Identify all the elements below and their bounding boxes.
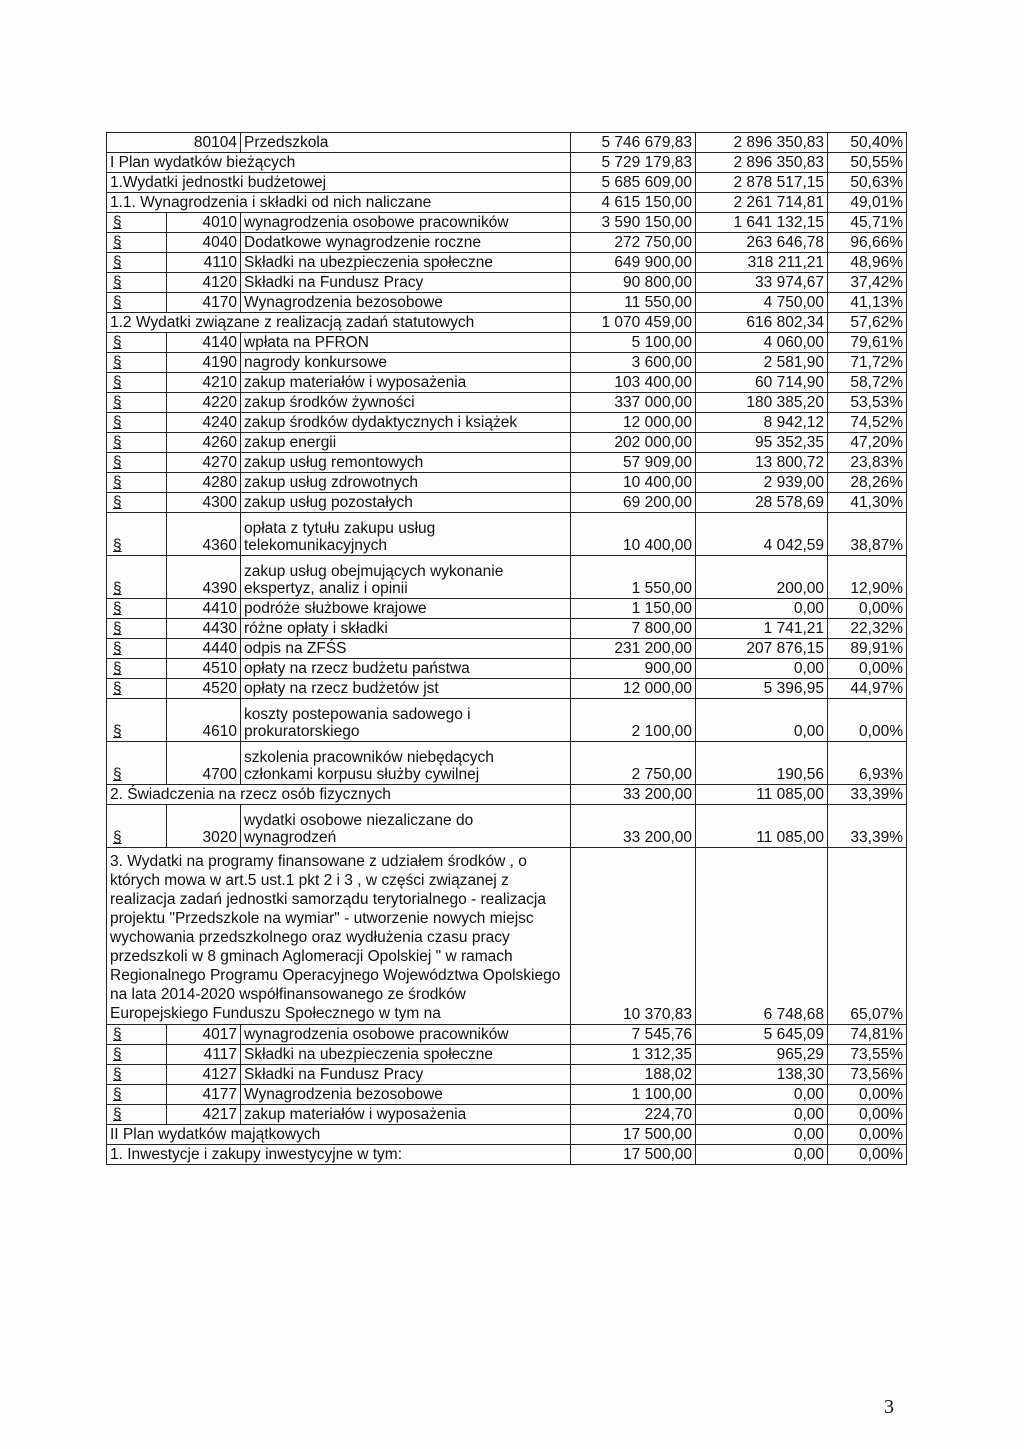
group-label: II Plan wydatków majątkowych [107, 1125, 571, 1145]
percent-value: 50,63% [828, 173, 907, 193]
percent-value: 33,39% [828, 785, 907, 805]
table-row [107, 1045, 907, 1065]
table-row [107, 556, 907, 599]
executed-value: 4 060,00 [696, 333, 828, 353]
executed-value: 0,00 [696, 699, 828, 742]
item-label: Składki na ubezpieczenia społeczne [241, 1045, 571, 1065]
executed-value: 2 939,00 [696, 473, 828, 493]
percent-value: 0,00% [828, 659, 907, 679]
paragraph-code: 4700 [167, 742, 241, 785]
plan-value: 1 100,00 [571, 1085, 696, 1105]
paragraph-code: 4140 [167, 333, 241, 353]
item-label: opłata z tytułu zakupu usług telekomunikacyjnych [241, 513, 571, 556]
table-row [107, 848, 907, 1025]
paragraph-code: 4300 [167, 493, 241, 513]
paragraph-symbol: § [107, 1105, 167, 1125]
table-row [107, 599, 907, 619]
table-row [107, 659, 907, 679]
item-label: opłaty na rzecz budżetów jst [241, 679, 571, 699]
item-label: podróże służbowe krajowe [241, 599, 571, 619]
item-label: zakup usług obejmujących wykonanie ekspertyz, analiz i opinii [241, 556, 571, 599]
percent-value: 41,30% [828, 493, 907, 513]
executed-value: 13 800,72 [696, 453, 828, 473]
percent-value: 41,13% [828, 293, 907, 313]
paragraph-code: 4220 [167, 393, 241, 413]
table-row [107, 639, 907, 659]
paragraph-symbol: § [107, 1025, 167, 1045]
executed-value: 200,00 [696, 556, 828, 599]
executed-value: 138,30 [696, 1065, 828, 1085]
plan-value: 3 590 150,00 [571, 213, 696, 233]
paragraph-symbol: § [107, 233, 167, 253]
plan-value: 11 550,00 [571, 293, 696, 313]
table-row [107, 413, 907, 433]
plan-value: 224,70 [571, 1105, 696, 1125]
paragraph-symbol: § [107, 473, 167, 493]
table-row [107, 473, 907, 493]
paragraph-symbol: § [107, 453, 167, 473]
plan-value: 337 000,00 [571, 393, 696, 413]
percent-value: 0,00% [828, 699, 907, 742]
plan-value: 900,00 [571, 659, 696, 679]
section-exec: 2 896 350,83 [696, 133, 828, 153]
plan-value: 10 370,83 [571, 848, 696, 1025]
plan-value: 33 200,00 [571, 805, 696, 848]
plan-value: 5 100,00 [571, 333, 696, 353]
plan-value: 5 729 179,83 [571, 153, 696, 173]
table-row [107, 679, 907, 699]
item-label: zakup usług remontowych [241, 453, 571, 473]
plan-value: 7 545,76 [571, 1025, 696, 1045]
percent-value: 44,97% [828, 679, 907, 699]
item-label: Składki na ubezpieczenia społeczne [241, 253, 571, 273]
executed-value: 4 750,00 [696, 293, 828, 313]
percent-value: 73,55% [828, 1045, 907, 1065]
table-row [107, 1085, 907, 1105]
table-row [107, 1145, 907, 1165]
percent-value: 12,90% [828, 556, 907, 599]
plan-value: 1 070 459,00 [571, 313, 696, 333]
item-label: szkolenia pracowników niebędących członkami korpusu służby cywilnej [241, 742, 571, 785]
plan-value: 2 750,00 [571, 742, 696, 785]
paragraph-code: 4190 [167, 353, 241, 373]
executed-value: 11 085,00 [696, 805, 828, 848]
percent-value: 50,55% [828, 153, 907, 173]
plan-value: 10 400,00 [571, 513, 696, 556]
executed-value: 207 876,15 [696, 639, 828, 659]
executed-value: 190,56 [696, 742, 828, 785]
executed-value: 28 578,69 [696, 493, 828, 513]
table-row [107, 313, 907, 333]
item-label: koszty postepowania sadowego i prokuratorskiego [241, 699, 571, 742]
paragraph-code: 4280 [167, 473, 241, 493]
paragraph-symbol: § [107, 639, 167, 659]
table-row [107, 273, 907, 293]
executed-value: 318 211,21 [696, 253, 828, 273]
item-label: wynagrodzenia osobowe pracowników [241, 213, 571, 233]
plan-value: 2 100,00 [571, 699, 696, 742]
plan-value: 57 909,00 [571, 453, 696, 473]
item-label: Wynagrodzenia bezosobowe [241, 293, 571, 313]
paragraph-code: 4440 [167, 639, 241, 659]
paragraph-symbol: § [107, 599, 167, 619]
executed-value: 616 802,34 [696, 313, 828, 333]
executed-value: 5 645,09 [696, 1025, 828, 1045]
group-label: 1. Inwestycje i zakupy inwestycyjne w tym: [107, 1145, 571, 1165]
table-row [107, 453, 907, 473]
plan-value: 103 400,00 [571, 373, 696, 393]
percent-value: 47,20% [828, 433, 907, 453]
paragraph-symbol: § [107, 333, 167, 353]
paragraph-symbol: § [107, 556, 167, 599]
percent-value: 74,52% [828, 413, 907, 433]
percent-value: 49,01% [828, 193, 907, 213]
table-row [107, 1125, 907, 1145]
paragraph-symbol: § [107, 413, 167, 433]
group-label: 1.1. Wynagrodzenia i składki od nich naliczane [107, 193, 571, 213]
paragraph-code: 4390 [167, 556, 241, 599]
paragraph-symbol: § [107, 373, 167, 393]
item-label: zakup materiałów i wyposażenia [241, 373, 571, 393]
paragraph-code: 4510 [167, 659, 241, 679]
executed-value: 11 085,00 [696, 785, 828, 805]
plan-value: 272 750,00 [571, 233, 696, 253]
plan-value: 10 400,00 [571, 473, 696, 493]
executed-value: 60 714,90 [696, 373, 828, 393]
item-label: zakup środków dydaktycznych i książek [241, 413, 571, 433]
paragraph-code: 4260 [167, 433, 241, 453]
plan-value: 202 000,00 [571, 433, 696, 453]
table-row [107, 785, 907, 805]
item-label: Wynagrodzenia bezosobowe [241, 1085, 571, 1105]
table-row [107, 1105, 907, 1125]
table-row [107, 513, 907, 556]
paragraph-symbol: § [107, 253, 167, 273]
item-label: zakup usług zdrowotnych [241, 473, 571, 493]
paragraph-symbol: § [107, 1085, 167, 1105]
executed-value: 33 974,67 [696, 273, 828, 293]
paragraph-symbol: § [107, 619, 167, 639]
percent-value: 57,62% [828, 313, 907, 333]
percent-value: 28,26% [828, 473, 907, 493]
percent-value: 79,61% [828, 333, 907, 353]
paragraph-symbol: § [107, 1065, 167, 1085]
percent-value: 58,72% [828, 373, 907, 393]
paragraph-symbol: § [107, 1045, 167, 1065]
table-row [107, 353, 907, 373]
plan-value: 3 600,00 [571, 353, 696, 373]
table-row [107, 213, 907, 233]
percent-value: 74,81% [828, 1025, 907, 1045]
paragraph-symbol: § [107, 679, 167, 699]
paragraph-symbol: § [107, 742, 167, 785]
percent-value: 53,53% [828, 393, 907, 413]
item-label: wydatki osobowe niezaliczane do wynagrodzeń [241, 805, 571, 848]
paragraph-code: 3020 [167, 805, 241, 848]
item-label: zakup usług pozostałych [241, 493, 571, 513]
plan-value: 17 500,00 [571, 1145, 696, 1165]
paragraph-code: 4410 [167, 599, 241, 619]
percent-value: 6,93% [828, 742, 907, 785]
paragraph-code: 4240 [167, 413, 241, 433]
plan-value: 33 200,00 [571, 785, 696, 805]
item-label: różne opłaty i składki [241, 619, 571, 639]
group-label: 2. Świadczenia na rzecz osób fizycznych [107, 785, 571, 805]
executed-value: 6 748,68 [696, 848, 828, 1025]
table-row [107, 173, 907, 193]
table-row [107, 333, 907, 353]
paragraph-symbol: § [107, 805, 167, 848]
plan-value: 69 200,00 [571, 493, 696, 513]
paragraph-code: 4217 [167, 1105, 241, 1125]
percent-value: 0,00% [828, 1145, 907, 1165]
item-label: zakup energii [241, 433, 571, 453]
executed-value: 4 042,59 [696, 513, 828, 556]
item-label: Dodatkowe wynagrodzenie roczne [241, 233, 571, 253]
paragraph-symbol: § [107, 293, 167, 313]
executed-value: 95 352,35 [696, 433, 828, 453]
group-label: 1.Wydatki jednostki budżetowej [107, 173, 571, 193]
percent-value: 71,72% [828, 353, 907, 373]
executed-value: 5 396,95 [696, 679, 828, 699]
table-row [107, 619, 907, 639]
executed-value: 965,29 [696, 1045, 828, 1065]
paragraph-symbol: § [107, 433, 167, 453]
item-label: Składki na Fundusz Pracy [241, 1065, 571, 1085]
percent-value: 0,00% [828, 1125, 907, 1145]
item-label: zakup środków żywności [241, 393, 571, 413]
percent-value: 23,83% [828, 453, 907, 473]
paragraph-code: 4127 [167, 1065, 241, 1085]
executed-value: 2 581,90 [696, 353, 828, 373]
table-row [107, 153, 907, 173]
item-label: wpłata na PFRON [241, 333, 571, 353]
paragraph-symbol: § [107, 493, 167, 513]
plan-value: 1 550,00 [571, 556, 696, 599]
table-row [107, 699, 907, 742]
table-row [107, 293, 907, 313]
executed-value: 0,00 [696, 659, 828, 679]
executed-value: 0,00 [696, 1085, 828, 1105]
paragraph-code: 4360 [167, 513, 241, 556]
table-row [107, 253, 907, 273]
plan-value: 17 500,00 [571, 1125, 696, 1145]
paragraph-code: 4170 [167, 293, 241, 313]
percent-value: 89,91% [828, 639, 907, 659]
executed-value: 0,00 [696, 1105, 828, 1125]
plan-value: 1 312,35 [571, 1045, 696, 1065]
paragraph-symbol: § [107, 273, 167, 293]
section-pct: 50,40% [828, 133, 907, 153]
paragraph-code: 4017 [167, 1025, 241, 1045]
percent-value: 96,66% [828, 233, 907, 253]
percent-value: 48,96% [828, 253, 907, 273]
paragraph-symbol: § [107, 513, 167, 556]
paragraph-symbol: § [107, 659, 167, 679]
executed-value: 2 261 714,81 [696, 193, 828, 213]
executed-value: 2 896 350,83 [696, 153, 828, 173]
executed-value: 8 942,12 [696, 413, 828, 433]
paragraph-code: 4110 [167, 253, 241, 273]
paragraph-code: 4010 [167, 213, 241, 233]
paragraph-code: 4117 [167, 1045, 241, 1065]
item-label: zakup materiałów i wyposażenia [241, 1105, 571, 1125]
table-row [107, 493, 907, 513]
table-row [107, 1065, 907, 1085]
percent-value: 65,07% [828, 848, 907, 1025]
table-row [107, 742, 907, 785]
plan-value: 231 200,00 [571, 639, 696, 659]
paragraph-code: 4520 [167, 679, 241, 699]
plan-value: 649 900,00 [571, 253, 696, 273]
section-code: 80104 [107, 133, 241, 153]
plan-value: 12 000,00 [571, 413, 696, 433]
percent-value: 0,00% [828, 599, 907, 619]
paragraph-code: 4040 [167, 233, 241, 253]
paragraph-code: 4210 [167, 373, 241, 393]
paragraph-code: 4610 [167, 699, 241, 742]
table-row [107, 393, 907, 413]
paragraph-code: 4270 [167, 453, 241, 473]
executed-value: 263 646,78 [696, 233, 828, 253]
paragraph-symbol: § [107, 353, 167, 373]
paragraph-symbol: § [107, 213, 167, 233]
section-name: Przedszkola [241, 133, 571, 153]
section-plan: 5 746 679,83 [571, 133, 696, 153]
item-label: Składki na Fundusz Pracy [241, 273, 571, 293]
program-description: 3. Wydatki na programy finansowane z udziałem środków , o których mowa w art.5 ust.1 pkt 2 i 3 , w części związanej z realizacja zadań jednostki samorządu terytorialnego - realizacja projektu "Przedszkole na wymiar" - utworzenie nowych miejsc wychowania przedszkolnego oraz wydłużenia czasu pracy przedszkoli w 8 gminach Aglomeracji Opolskiej " w ramach Regionalnego Programu Operacyjnego Województwa Opolskiego na lata 2014-2020 współfinansowanego ze środków Europejskiego Funduszu Społecznego w tym na [107, 848, 571, 1025]
plan-value: 90 800,00 [571, 273, 696, 293]
paragraph-code: 4120 [167, 273, 241, 293]
budget-table [106, 132, 907, 1165]
percent-value: 0,00% [828, 1105, 907, 1125]
table-row [107, 433, 907, 453]
plan-value: 4 615 150,00 [571, 193, 696, 213]
table-row [107, 1025, 907, 1045]
plan-value: 5 685 609,00 [571, 173, 696, 193]
percent-value: 33,39% [828, 805, 907, 848]
paragraph-symbol: § [107, 393, 167, 413]
executed-value: 2 878 517,15 [696, 173, 828, 193]
item-label: nagrody konkursowe [241, 353, 571, 373]
executed-value: 0,00 [696, 599, 828, 619]
item-label: wynagrodzenia osobowe pracowników [241, 1025, 571, 1045]
item-label: odpis na ZFŚS [241, 639, 571, 659]
percent-value: 0,00% [828, 1085, 907, 1105]
table-row [107, 805, 907, 848]
executed-value: 1 741,21 [696, 619, 828, 639]
page-number: 3 [884, 1396, 894, 1418]
executed-value: 180 385,20 [696, 393, 828, 413]
plan-value: 12 000,00 [571, 679, 696, 699]
executed-value: 1 641 132,15 [696, 213, 828, 233]
plan-value: 188,02 [571, 1065, 696, 1085]
percent-value: 38,87% [828, 513, 907, 556]
paragraph-symbol: § [107, 699, 167, 742]
paragraph-code: 4430 [167, 619, 241, 639]
table-row [107, 373, 907, 393]
plan-value: 1 150,00 [571, 599, 696, 619]
executed-value: 0,00 [696, 1125, 828, 1145]
group-label: I Plan wydatków bieżących [107, 153, 571, 173]
percent-value: 45,71% [828, 213, 907, 233]
table-header-row [107, 133, 907, 153]
paragraph-code: 4177 [167, 1085, 241, 1105]
item-label: opłaty na rzecz budżetu państwa [241, 659, 571, 679]
percent-value: 37,42% [828, 273, 907, 293]
percent-value: 73,56% [828, 1065, 907, 1085]
executed-value: 0,00 [696, 1145, 828, 1165]
table-row [107, 233, 907, 253]
percent-value: 22,32% [828, 619, 907, 639]
group-label: 1.2 Wydatki związane z realizacją zadań statutowych [107, 313, 571, 333]
table-row [107, 193, 907, 213]
plan-value: 7 800,00 [571, 619, 696, 639]
